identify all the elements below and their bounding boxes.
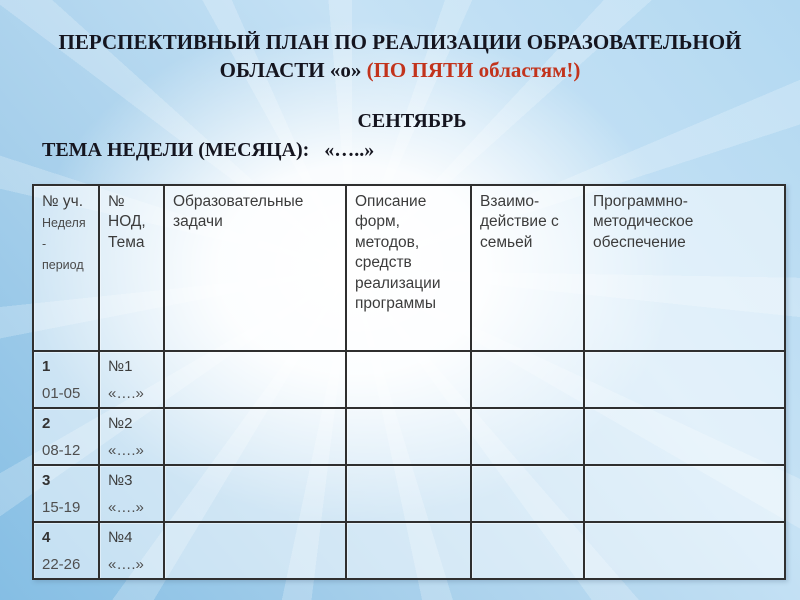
table-row-3 [33, 465, 785, 522]
empty-cell [471, 465, 584, 522]
empty-cell [346, 522, 471, 579]
plan-table [32, 184, 786, 580]
week-theme-label: ТЕМА НЕДЕЛИ (МЕСЯЦА): [42, 139, 310, 161]
empty-cell [346, 408, 471, 465]
empty-cell [164, 408, 346, 465]
week-period: 15-19 [42, 499, 81, 516]
week-cell [33, 522, 99, 579]
week-period: 22-26 [42, 556, 81, 573]
empty-cell [346, 351, 471, 408]
week-number: 1 [42, 358, 51, 375]
empty-cell [584, 522, 785, 579]
empty-cell [584, 465, 785, 522]
empty-cell [164, 351, 346, 408]
nod-cell [99, 408, 164, 465]
nod-number: №1 [108, 358, 133, 375]
empty-cell [471, 408, 584, 465]
slide-title-line2-prefix: ОБЛАСТИ «о» [219, 58, 367, 82]
slide-title-line2-accent: (ПО ПЯТИ областям!) [366, 58, 581, 82]
week-period: 01-05 [42, 385, 81, 402]
nod-theme: «….» [108, 499, 144, 516]
header-week-sub-2: - [42, 237, 47, 252]
nod-cell [99, 465, 164, 522]
nod-number: №2 [108, 415, 133, 432]
header-cell-family: Взаимо-действие с семьей [471, 185, 584, 351]
week-theme-line [42, 139, 782, 162]
slide-title-line1: ПЕРСПЕКТИВНЫЙ ПЛАН ПО РЕАЛИЗАЦИИ ОБРАЗОВАТЕЛЬНОЙ [58, 30, 742, 54]
week-number: 4 [42, 529, 51, 546]
header-cell-materials: Программно-методическое обеспечение [584, 185, 785, 351]
header-cell-tasks: Образовательные задачи [164, 185, 346, 351]
week-cell [33, 351, 99, 408]
empty-cell [164, 522, 346, 579]
empty-cell [346, 465, 471, 522]
slide-title [30, 28, 770, 84]
header-week-main: № уч. [42, 193, 84, 210]
header-cell-methods: Описание форм, методов, средств реализации программы [346, 185, 471, 351]
week-cell [33, 465, 99, 522]
header-week-sub-1: Неделя [42, 216, 86, 231]
empty-cell [584, 351, 785, 408]
empty-cell [584, 408, 785, 465]
nod-theme: «….» [108, 556, 144, 573]
nod-theme: «….» [108, 385, 144, 402]
table-row-2 [33, 408, 785, 465]
nod-cell [99, 522, 164, 579]
empty-cell [164, 465, 346, 522]
nod-number: №3 [108, 472, 133, 489]
nod-theme: «….» [108, 442, 144, 459]
week-cell [33, 408, 99, 465]
week-theme-value: «…..» [324, 139, 375, 161]
week-number: 3 [42, 472, 51, 489]
table-row-1 [33, 351, 785, 408]
empty-cell [471, 522, 584, 579]
month-heading: СЕНТЯБРЬ [357, 110, 467, 132]
nod-number: №4 [108, 529, 133, 546]
nod-cell [99, 351, 164, 408]
week-period: 08-12 [42, 442, 81, 459]
header-cell-nod: № НОД, Тема [99, 185, 164, 351]
header-cell-week [33, 185, 99, 351]
header-week-sub-3: период [42, 257, 84, 272]
week-number: 2 [42, 415, 51, 432]
empty-cell [471, 351, 584, 408]
table-header-row [33, 185, 785, 351]
table-row-4 [33, 522, 785, 579]
